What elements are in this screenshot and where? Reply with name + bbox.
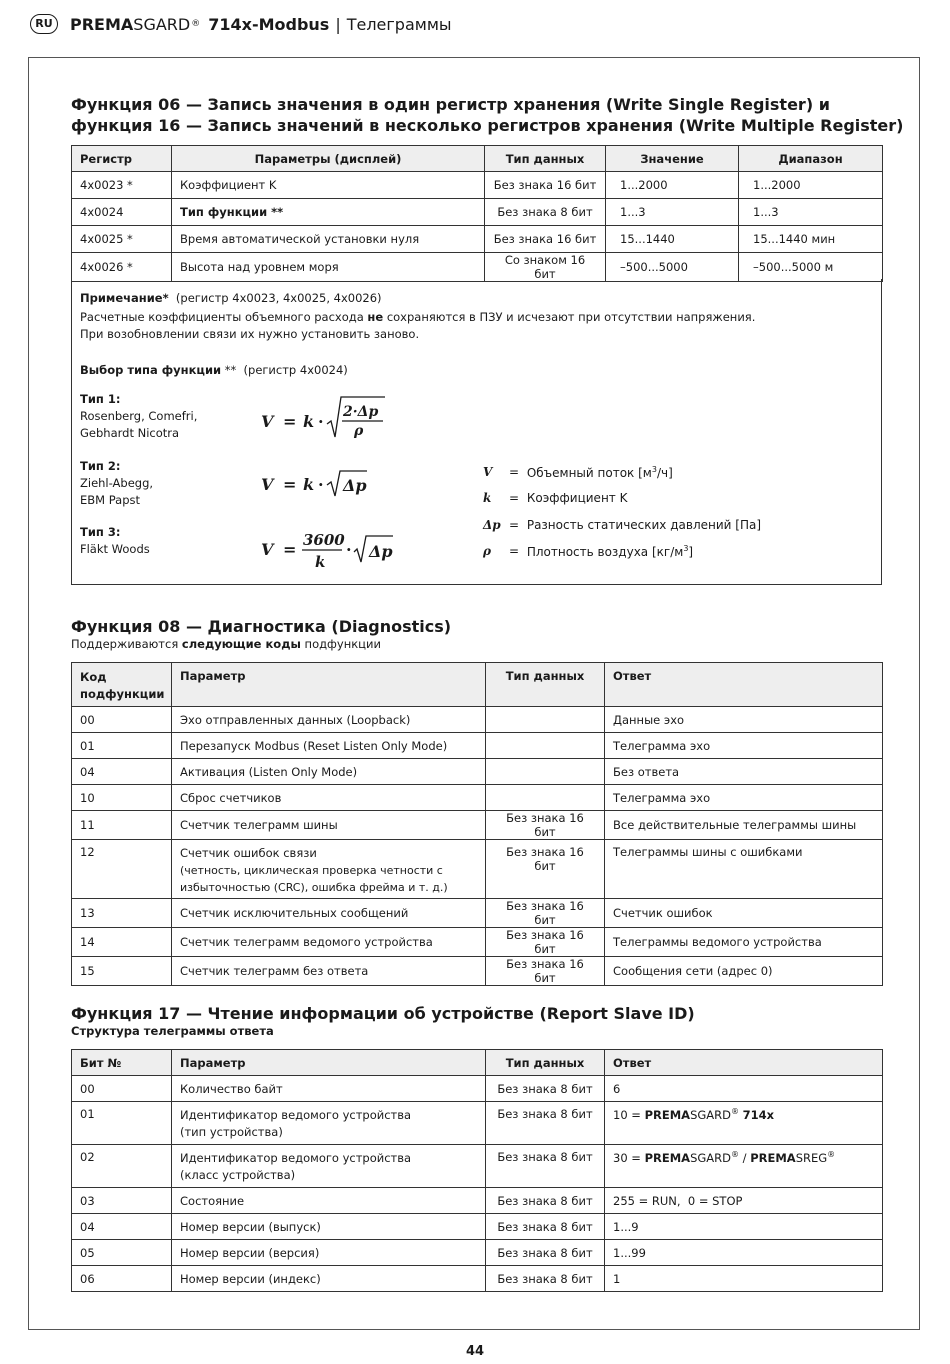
cell-bit: 02 [72,1145,172,1188]
cell-value: 15...1440 [606,226,739,253]
cell-answer: 1 [605,1266,883,1292]
cell-datatype [486,707,605,733]
note-line1 [80,309,755,326]
formula-type3 [257,525,397,571]
legend-row [483,491,627,505]
cell-code: 00 [72,707,172,733]
col-value: Значение [606,146,739,172]
slash: / [739,1150,751,1165]
cell-datatype: Без знака 8 бит [486,1266,605,1292]
cell-answer: Телеграмма эхо [605,785,883,811]
type-vendor: Fläkt Woods [80,542,150,556]
type-vendor: Ziehl-Abegg, [80,476,154,490]
note-text: Расчетные коэффициенты объемного расхода [80,310,368,324]
cell-parameter [172,1145,486,1188]
cell-parameter: Сброс счетчиков [172,785,486,811]
cell-register: 4x0024 [72,199,172,226]
type-title: Тип 1: [80,392,121,406]
formula-numerator: 2·Δp [343,404,379,420]
cell-value: –500...5000 [606,253,739,282]
cell-datatype [486,759,605,785]
f17-table [71,1049,883,1292]
cell-datatype: Со знаком 16 бит [485,253,606,282]
col-parameters: Параметры (дисплей) [172,146,485,172]
formula-denominator: k [315,553,326,571]
f08-title: Функция 08 — Диагностика (Diagnostics) [71,617,452,636]
cell-datatype: Без знака 8 бит [486,1076,605,1102]
cell-datatype: Без знака 8 бит [486,1145,605,1188]
col-answer: Ответ [605,663,883,707]
brand-bold: PREMA [644,1150,691,1165]
header-divider: | [335,14,341,34]
type2-block [80,458,153,509]
table-row [72,1240,883,1266]
formula-symbol: · [318,475,324,494]
table-row [72,759,883,785]
formula-denominator: ρ [354,423,364,439]
table-header-row [72,1050,883,1076]
brand-bold: PREMA [70,14,134,34]
table-row [72,199,883,226]
legend-row [483,544,693,559]
cell-bit: 04 [72,1214,172,1240]
cell-parameter: Перезапуск Modbus (Reset Listen Only Mode) [172,733,486,759]
col-range: Диапазон [739,146,883,172]
cell-datatype: Без знака 16 бит [485,172,606,199]
cell-parameter: Активация (Listen Only Mode) [172,759,486,785]
function-select-heading [80,362,348,379]
table-row [72,1266,883,1292]
select-registers: (регистр 4x0024) [243,363,348,377]
header-text: Код [80,670,107,684]
f06-notes-box [71,279,882,585]
f08-subtitle [71,637,381,651]
cell-bit: 00 [72,1076,172,1102]
col-subfunction-code [72,663,172,707]
type-title: Тип 3: [80,525,121,539]
registered-mark: ® [731,1150,740,1159]
legend-desc: Разность статических давлений [Па] [526,518,761,532]
registered-mark: ® [827,1150,836,1159]
cell-range: 1...2000 [739,172,883,199]
cell-range: –500...5000 м [739,253,883,282]
brand-light: SGARD [690,1107,732,1122]
legend-symbol: k [483,491,492,505]
cell-answer [605,1145,883,1188]
note-line2: При возобновлении связи их нужно установить заново. [80,327,420,341]
brand-bold: PREMA [750,1150,796,1165]
table-header-row [72,146,883,172]
cell-code: 10 [72,785,172,811]
page-header [30,14,452,34]
note-heading [80,290,382,307]
cell-datatype: Без знака 16 бит [486,957,605,986]
cell-register: 4x0023 * [72,172,172,199]
cell-datatype: Без знака 8 бит [486,1102,605,1145]
registered-mark: ® [731,1107,740,1116]
cell-bit: 05 [72,1240,172,1266]
cell-value: 1...2000 [606,172,739,199]
legend-desc: Объемный поток [м [526,466,652,480]
formula-symbol: k [303,412,315,431]
legend-row [483,465,673,480]
col-datatype: Тип данных [486,663,605,707]
cell-datatype: Без знака 8 бит [485,199,606,226]
cell-answer: Телеграммы ведомого устройства [605,928,883,957]
section-title: Телеграммы [346,14,452,34]
table-row [72,733,883,759]
cell-answer: Данные эхо [605,707,883,733]
answer-prefix: 30 = [613,1150,645,1165]
cell-parameter: Счетчик телеграмм ведомого устройства [172,928,486,957]
table-row [72,811,883,840]
note-emphasis: не [367,310,384,324]
legend-sup: 3 [651,465,657,474]
type-title: Тип 2: [80,459,121,473]
formula-symbol: V [261,475,274,494]
table-row [72,253,883,282]
cell-range: 15...1440 мин [739,226,883,253]
f06-table [71,145,883,282]
legend-text [523,491,627,505]
cell-datatype: Без знака 16 бит [486,840,605,899]
cell-parameter: Счетчик телеграмм без ответа [172,957,486,986]
param-detail: (класс устройства) [180,1168,296,1182]
page-number: 44 [465,1344,485,1359]
cell-register: 4x0025 * [72,226,172,253]
cell-parameter: Коэффициент K [172,172,485,199]
legend-tail: ] [688,545,694,559]
cell-code: 12 [72,840,172,899]
note-registers: (регистр 4x0023, 4x0025, 4x0026) [175,291,382,305]
cell-answer: Сообщения сети (адрес 0) [605,957,883,986]
formula-numerator: 3600 [303,531,345,549]
type-vendor: Rosenberg, Comefri, [80,409,198,423]
legend-text [523,465,673,480]
type-vendor: Gebhardt Nicotra [80,426,180,440]
legend-symbol: Δp [483,518,501,532]
cell-parameter: Счетчик исключительных сообщений [172,899,486,928]
cell-parameter: Высота над уровнем моря [172,253,485,282]
table-row [72,707,883,733]
model-name: 714x [742,1107,775,1122]
formula-symbol: = [283,412,297,431]
formula-symbol: V [261,540,274,559]
table-row [72,1145,883,1188]
legend-desc: Плотность воздуха [кг/м [526,545,684,559]
cell-answer: Счетчик ошибок [605,899,883,928]
param-main: Счетчик ошибок связи [180,846,317,860]
brand-light: SGARD [690,1150,732,1165]
table-row [72,957,883,986]
subtitle-text: подфункции [300,637,381,651]
cell-answer: 1...9 [605,1214,883,1240]
subtitle-text: Поддерживаются [71,637,182,651]
cell-code: 01 [72,733,172,759]
type1-block [80,391,197,442]
formula-radicand: Δp [369,542,393,561]
cell-datatype: Без знака 8 бит [486,1240,605,1266]
f17-subtitle: Структура телеграммы ответа [71,1024,274,1038]
f06-title-line2: функция 16 — Запись значений в несколько регистров хранения (Write Multiple Register) [71,116,904,135]
legend-eq: = [508,544,520,558]
cell-value: 1...3 [606,199,739,226]
model-name: 714x-Modbus [208,14,330,34]
table-row [72,1188,883,1214]
cell-bit: 03 [72,1188,172,1214]
language-badge: RU [30,14,58,34]
col-register: Регистр [72,146,172,172]
formula-symbol: · [346,540,352,559]
formula-symbol: k [303,475,315,494]
formula-type1 [257,393,397,439]
table-row [72,899,883,928]
col-datatype: Тип данных [485,146,606,172]
formula-symbol: V [261,412,274,431]
select-mark: ** [221,363,237,377]
cell-datatype: Без знака 16 бит [485,226,606,253]
legend-row [483,518,761,532]
cell-code: 13 [72,899,172,928]
col-parameter: Параметр [172,1050,486,1076]
legend-eq: = [508,518,520,532]
table-row [72,928,883,957]
legend-symbol: ρ [483,544,491,558]
note-label: Примечание* [80,291,169,305]
cell-parameter: Номер версии (версия) [172,1240,486,1266]
cell-range: 1...3 [739,199,883,226]
cell-datatype: Без знака 8 бит [486,1188,605,1214]
type-vendor: EBM Papst [80,493,140,507]
legend-eq: = [508,465,520,479]
f06-title-line1: Функция 06 — Запись значения в один регистр хранения (Write Single Register) и [71,95,830,114]
cell-answer: Все действительные телеграммы шины [605,811,883,840]
cell-datatype: Без знака 8 бит [486,1214,605,1240]
cell-parameter: Счетчик телеграмм шины [172,811,486,840]
cell-register: 4x0026 * [72,253,172,282]
cell-code: 15 [72,957,172,986]
cell-code: 04 [72,759,172,785]
param-main: Идентификатор ведомого устройства [180,1108,412,1122]
cell-parameter: Тип функции ** [172,199,485,226]
param-detail: (тип устройства) [180,1125,283,1139]
formula-symbol: = [283,475,297,494]
cell-parameter: Количество байт [172,1076,486,1102]
table-row [72,226,883,253]
cell-answer: 255 = RUN, 0 = STOP [605,1188,883,1214]
cell-answer: 6 [605,1076,883,1102]
cell-answer: Телеграммы шины с ошибками [605,840,883,899]
table-row [72,785,883,811]
cell-datatype: Без знака 16 бит [486,811,605,840]
formula-symbol: · [318,412,324,431]
formula-symbol: = [283,540,297,559]
cell-answer: Без ответа [605,759,883,785]
brand-light: SREG [795,1150,828,1165]
col-answer: Ответ [605,1050,883,1076]
legend-text [523,518,761,532]
table-row [72,1102,883,1145]
answer-prefix: 10 = [613,1107,645,1122]
cell-answer: 1...99 [605,1240,883,1266]
f17-title: Функция 17 — Чтение информации об устройстве (Report Slave ID) [71,1004,695,1023]
legend-symbol: V [483,465,493,479]
legend-sup: 3 [683,544,689,553]
brand-bold: PREMA [644,1107,691,1122]
legend-eq: = [508,491,520,505]
legend-text [523,544,693,559]
cell-answer [605,1102,883,1145]
cell-code: 11 [72,811,172,840]
col-parameter: Параметр [172,663,486,707]
cell-parameter: Номер версии (индекс) [172,1266,486,1292]
col-datatype: Тип данных [486,1050,605,1076]
table-row [72,1076,883,1102]
table-row [72,172,883,199]
legend-tail: /ч] [656,466,673,480]
cell-parameter [172,1102,486,1145]
subtitle-emphasis: следующие коды [181,637,301,651]
cell-parameter: Время автоматической установки нуля [172,226,485,253]
col-bit: Бит № [72,1050,172,1076]
registered-mark: ® [191,19,201,29]
header-text: подфункции [80,687,165,701]
param-detail: избыточностью (CRC), ошибка фрейма и т. д.) [180,881,448,894]
note-text: сохраняются в ПЗУ и исчезают при отсутствии напряжения. [383,310,756,324]
cell-parameter [172,840,486,899]
cell-bit: 06 [72,1266,172,1292]
param-detail: (четность, циклическая проверка четности с [180,864,443,877]
legend-desc: Коэффициент K [526,491,628,505]
cell-datatype: Без знака 16 бит [486,928,605,957]
cell-bit: 01 [72,1102,172,1145]
cell-datatype [486,733,605,759]
param-main: Идентификатор ведомого устройства [180,1151,412,1165]
formula-radicand: Δp [343,476,367,495]
cell-code: 14 [72,928,172,957]
table-row [72,1214,883,1240]
cell-parameter: Состояние [172,1188,486,1214]
cell-parameter: Эхо отправленных данных (Loopback) [172,707,486,733]
f08-table [71,662,883,986]
cell-parameter: Номер версии (выпуск) [172,1214,486,1240]
cell-answer: Телеграмма эхо [605,733,883,759]
type3-block [80,524,150,558]
select-label: Выбор типа функции [80,363,222,377]
cell-datatype [486,785,605,811]
table-header-row [72,663,883,707]
formula-type2 [257,465,377,501]
cell-datatype: Без знака 16 бит [486,899,605,928]
brand-light: SGARD [133,14,191,34]
table-row [72,840,883,899]
